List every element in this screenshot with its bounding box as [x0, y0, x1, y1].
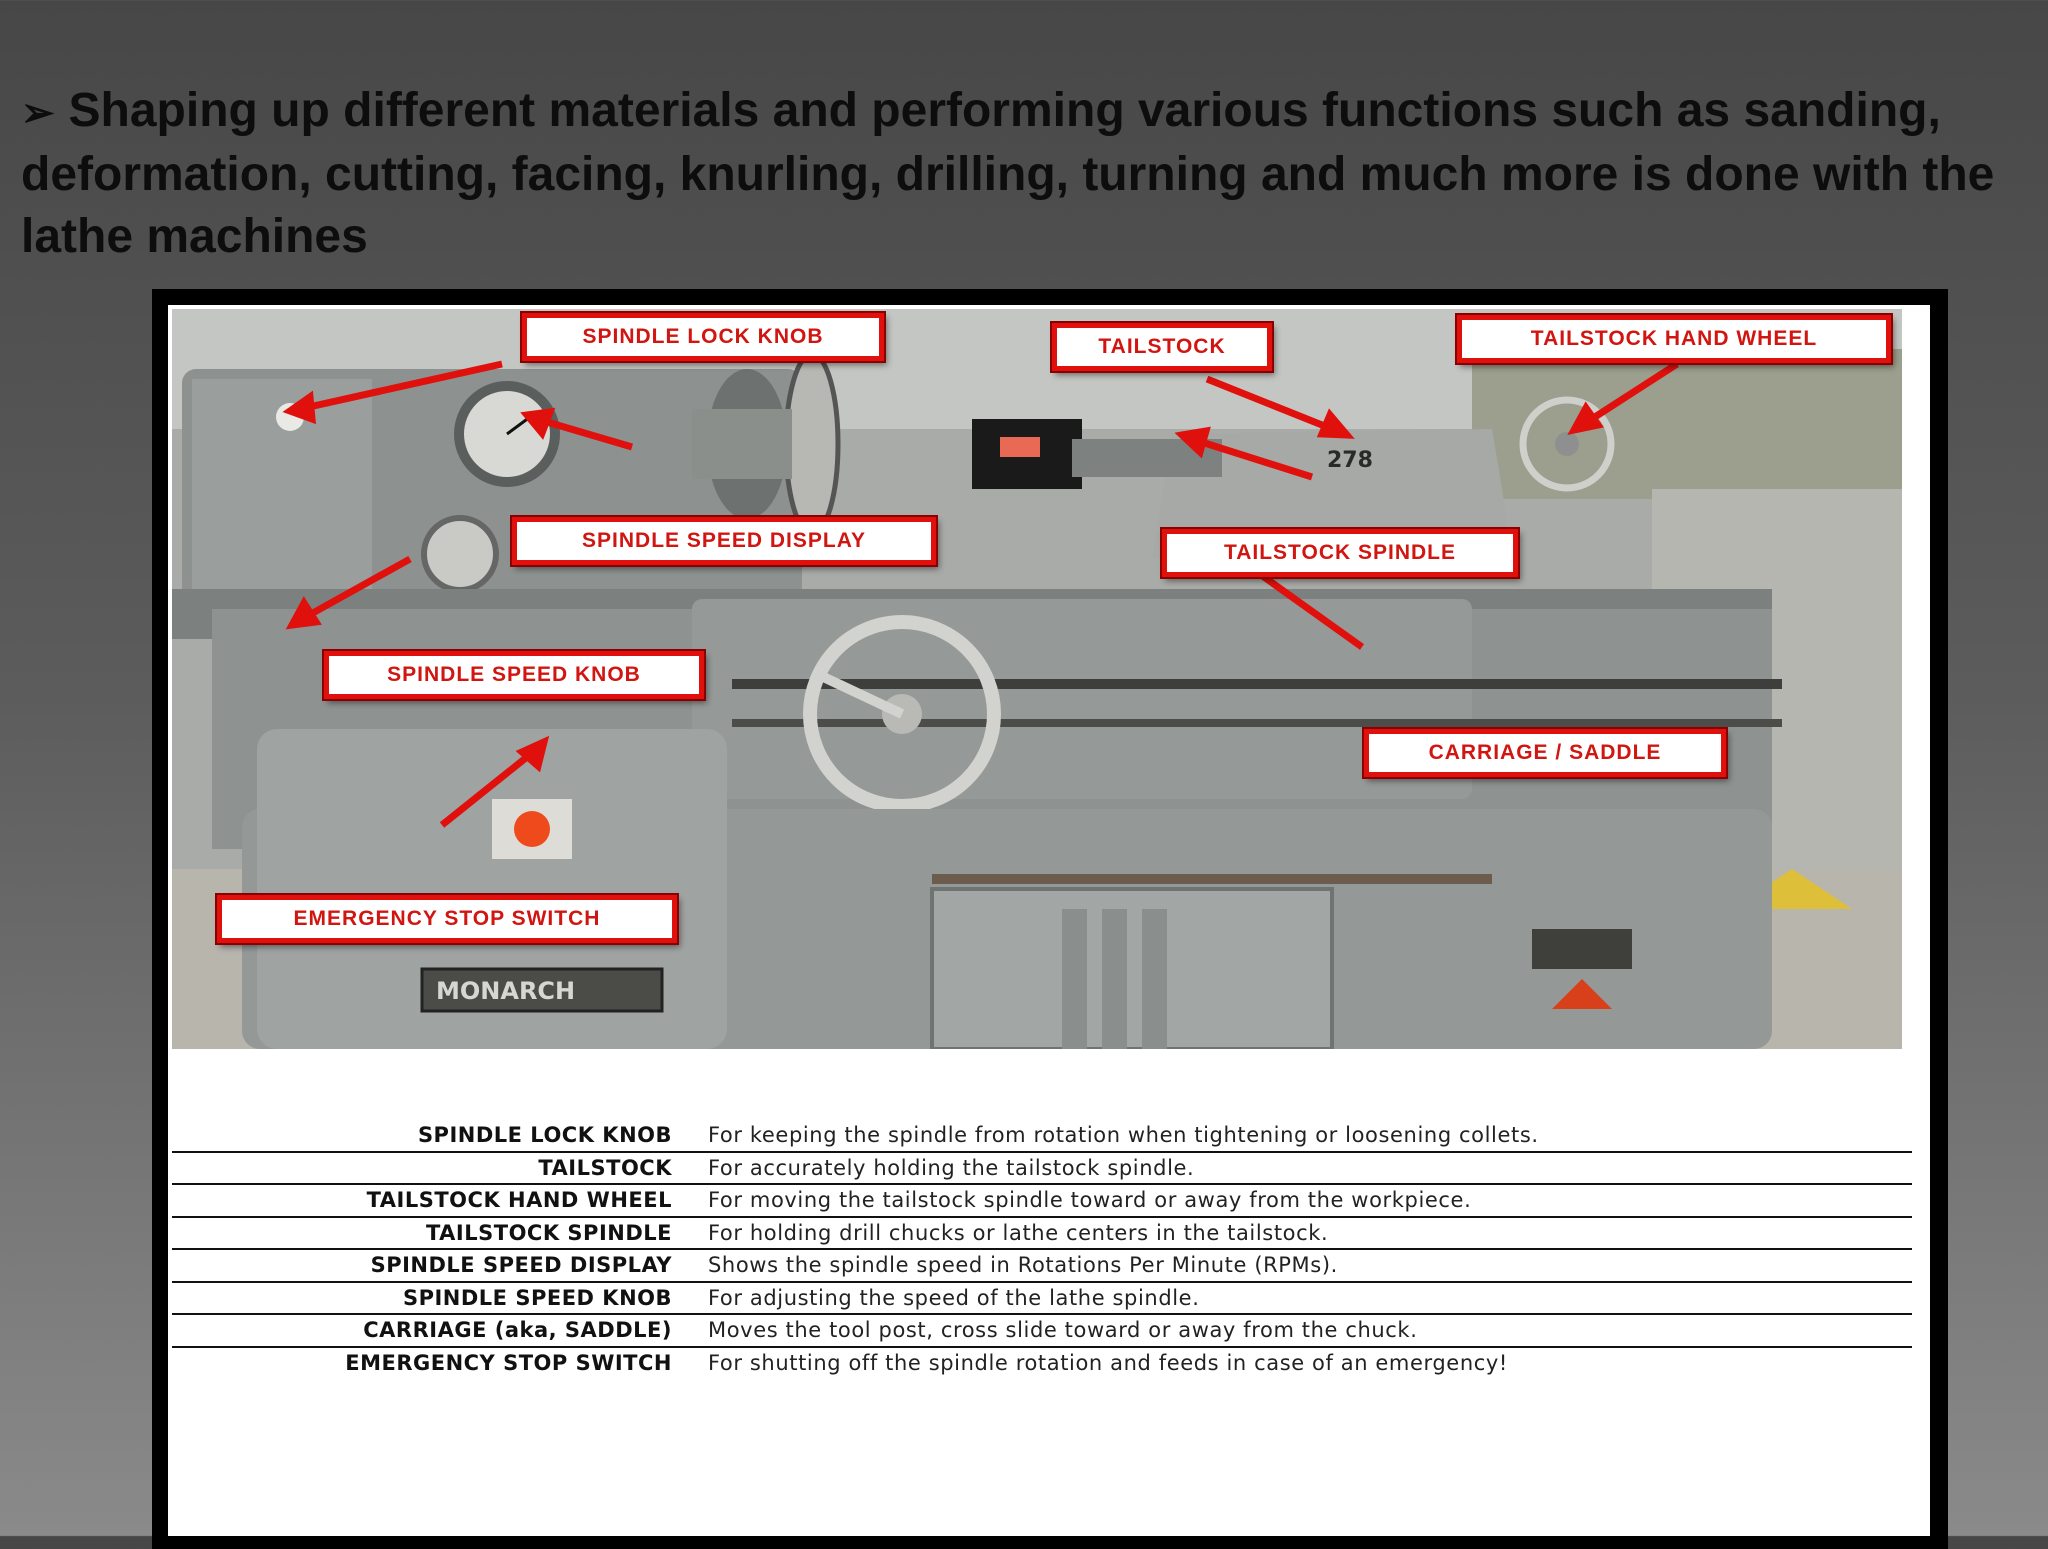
legend-description: For shutting off the spindle rotation and feeds in case of an emergency!: [708, 1350, 1508, 1375]
legend-row: [172, 1315, 1912, 1348]
lathe-photo: [172, 309, 1902, 1049]
callout-spindle-speed-knob: SPINDLE SPEED KNOB: [324, 651, 704, 699]
legend-description: For adjusting the speed of the lathe spindle.: [708, 1285, 1200, 1310]
legend-term: SPINDLE LOCK KNOB: [417, 1123, 672, 1148]
callout-carriage-saddle: CARRIAGE / SADDLE: [1364, 729, 1726, 777]
legend-term: EMERGENCY STOP SWITCH: [345, 1350, 672, 1375]
legend-description: For keeping the spindle from rotation when tightening or loosening collets.: [708, 1123, 1539, 1148]
legend-row: [172, 1348, 1912, 1379]
legend-term: SPINDLE SPEED KNOB: [402, 1285, 672, 1310]
legend-description: For moving the tailstock spindle toward or away from the workpiece.: [708, 1188, 1472, 1213]
callout-spindle-speed-display: SPINDLE SPEED DISPLAY: [512, 517, 936, 565]
legend-description: For holding drill chucks or lathe centers in the tailstock.: [708, 1220, 1329, 1245]
legend-term: TAILSTOCK: [538, 1155, 672, 1180]
legend-description: For accurately holding the tailstock spindle.: [708, 1155, 1195, 1180]
legend-term: CARRIAGE (aka, SADDLE): [363, 1318, 672, 1343]
legend-term: TAILSTOCK HAND WHEEL: [366, 1188, 672, 1213]
legend-row: [172, 1120, 1912, 1153]
machine-number-label: 278: [1327, 448, 1373, 473]
arrow-bullet-icon: ➢: [21, 91, 55, 135]
legend-term: SPINDLE SPEED DISPLAY: [370, 1253, 672, 1278]
callout-tailstock: TAILSTOCK: [1052, 323, 1272, 371]
monarch-brand-plate: MONARCH: [436, 977, 576, 1005]
legend-row: [172, 1250, 1912, 1283]
legend-row: [172, 1218, 1912, 1251]
callout-emergency-stop-switch: EMERGENCY STOP SWITCH: [217, 895, 677, 943]
callout-tailstock-spindle: TAILSTOCK SPINDLE: [1162, 529, 1518, 577]
parts-legend-table: [172, 1120, 1912, 1378]
legend-row: [172, 1283, 1912, 1316]
legend-row: [172, 1153, 1912, 1186]
slide-body-text: Shaping up different materials and performing various functions such as sanding, deformation, cutting, facing, knurling, drilling, turning and much more is done with the lathe machines: [21, 84, 1995, 263]
callout-spindle-lock-knob: SPINDLE LOCK KNOB: [522, 313, 884, 361]
slide-bullet-text: [21, 80, 2011, 268]
legend-description: Moves the tool post, cross slide toward or away from the chuck.: [708, 1318, 1418, 1343]
legend-row: [172, 1185, 1912, 1218]
legend-term: TAILSTOCK SPINDLE: [425, 1220, 672, 1245]
legend-description: Shows the spindle speed in Rotations Per Minute (RPMs).: [708, 1253, 1338, 1278]
callout-tailstock-hand-wheel: TAILSTOCK HAND WHEEL: [1457, 315, 1891, 363]
